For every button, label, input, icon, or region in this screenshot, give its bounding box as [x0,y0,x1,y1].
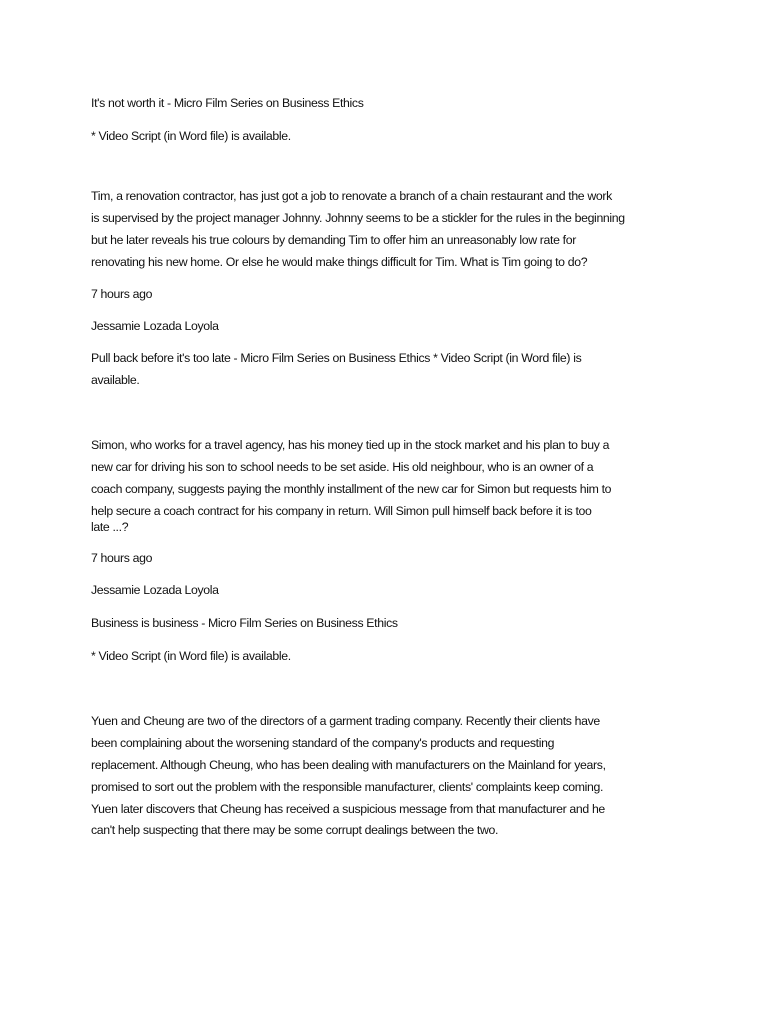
desc-line: been complaining about the worsening standard of the company's products and requesting [91,736,555,750]
desc-line: late ...? [91,520,129,534]
desc-line: Yuen and Cheung are two of the directors of a garment trading company. Recently their clients have [91,714,600,728]
desc-line: new car for driving his son to school needs to be set aside. His old neighbour, who is an owner of a [91,460,594,474]
time-line: 7 hours ago [91,551,153,565]
desc-line: help secure a coach contract for his company in return. Will Simon pull himself back before it is too [91,504,592,518]
time-line: 7 hours ago [91,287,153,301]
desc-line: promised to sort out the problem with the responsible manufacturer, clients' complaints keep coming. [91,780,604,794]
desc-line: replacement. Although Cheung, who has been dealing with manufacturers on the Mainland for years, [91,758,606,772]
desc-line: coach company, suggests paying the monthly installment of the new car for Simon but requests him to [91,482,612,496]
desc-line: Simon, who works for a travel agency, has his money tied up in the stock market and his plan to buy a [91,438,610,452]
desc-line: is supervised by the project manager Johnny. Johnny seems to be a stickler for the rules in the beginning [91,211,625,225]
desc-line: can't help suspecting that there may be some corrupt dealings between the two. [91,823,499,837]
desc-line: renovating his new home. Or else he would make things difficult for Tim. What is Tim going to do? [91,255,588,269]
author-line: Jessamie Lozada Loyola [91,583,219,597]
title-line: It's not worth it - Micro Film Series on Business Ethics [91,96,364,110]
title-line: available. [91,373,140,387]
title-line: Pull back before it's too late - Micro Film Series on Business Ethics * Video Script (in Word file) is [91,351,582,365]
desc-line: but he later reveals his true colours by demanding Tim to offer him an unreasonably low rate for [91,233,576,247]
author-line: Jessamie Lozada Loyola [91,319,219,333]
title-line: Business is business - Micro Film Series on Business Ethics [91,616,398,630]
note-line: * Video Script (in Word file) is available. [91,129,291,143]
note-line: * Video Script (in Word file) is available. [91,649,291,663]
desc-line: Yuen later discovers that Cheung has received a suspicious message from that manufacturer and he [91,802,605,816]
desc-line: Tim, a renovation contractor, has just got a job to renovate a branch of a chain restaurant and the work [91,189,612,203]
